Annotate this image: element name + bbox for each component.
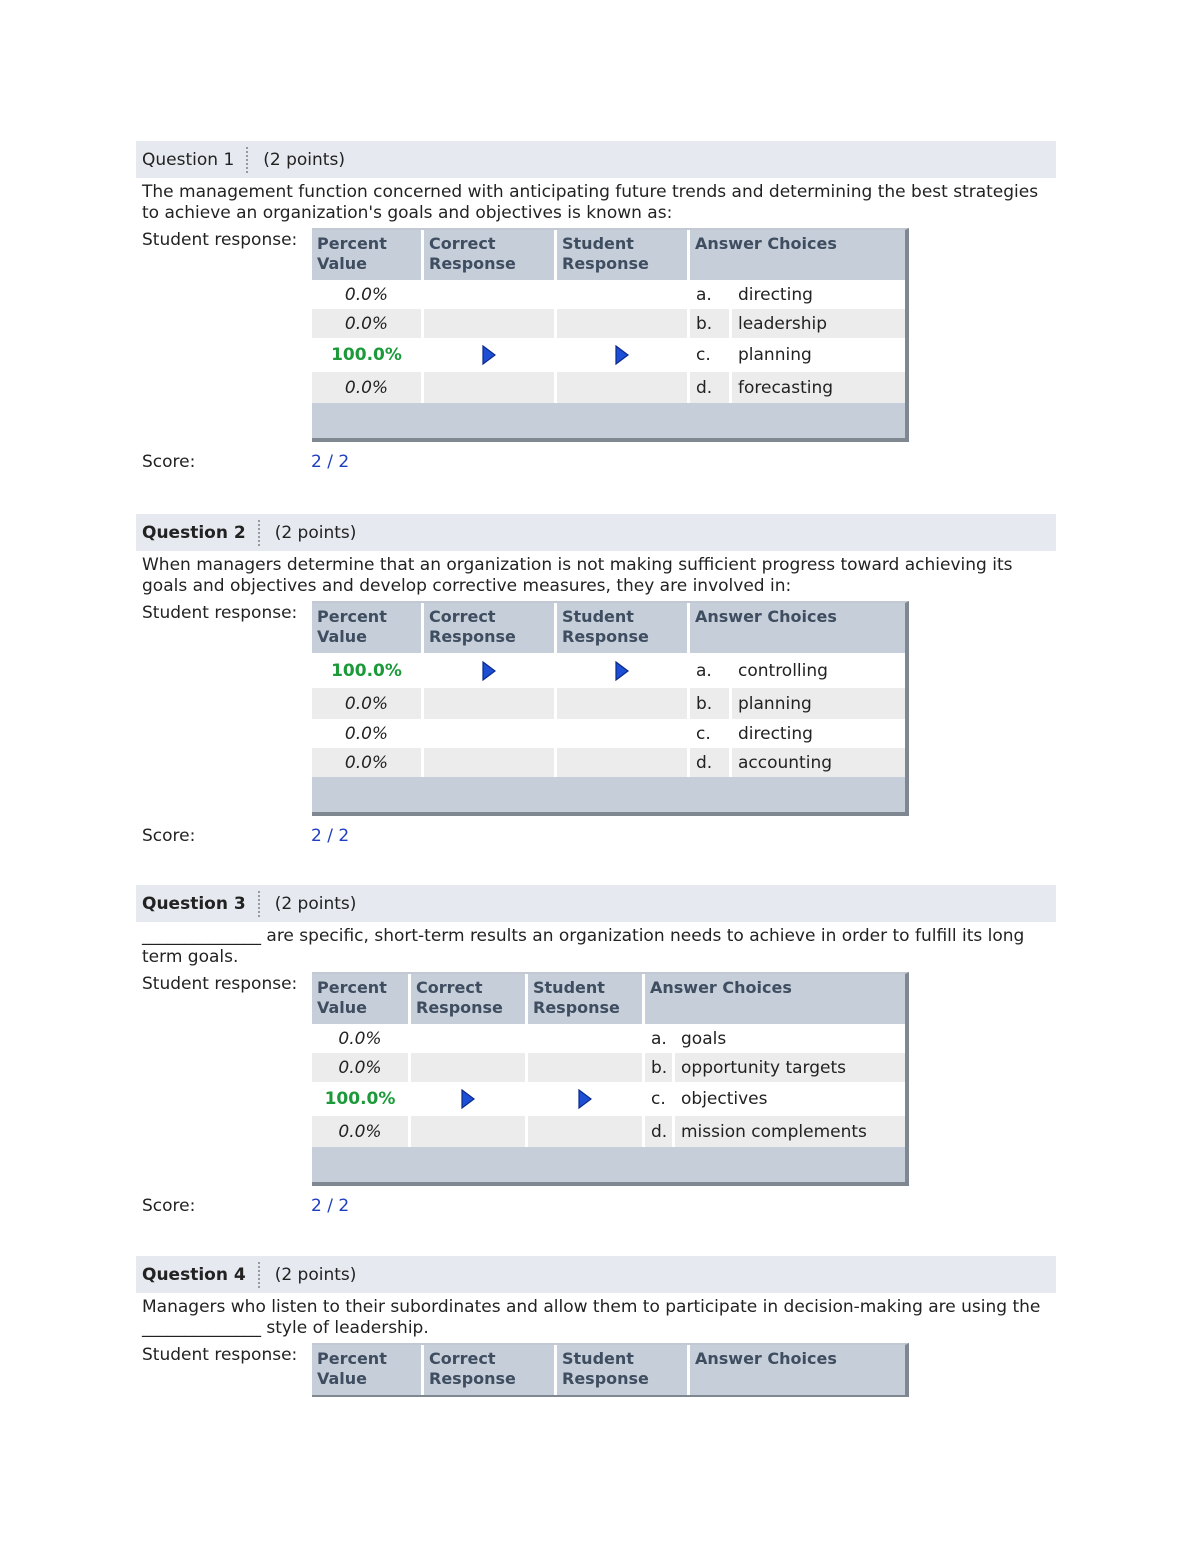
question-header — [136, 885, 1056, 922]
header-answer-choices: Answer Choices — [645, 974, 905, 1024]
score-row — [136, 826, 1056, 850]
answer-table — [312, 228, 909, 442]
percent-value: 0.0% — [312, 1024, 411, 1053]
choice-text: mission complements — [681, 1121, 867, 1142]
choice-letter: d. — [690, 748, 732, 777]
correct-response-cell — [411, 1053, 528, 1082]
correct-response-cell — [424, 719, 557, 748]
score-label: Score: — [142, 1196, 196, 1216]
answer-choice — [690, 719, 905, 748]
choice-letter: a. — [645, 1024, 675, 1053]
percent-value: 0.0% — [312, 280, 424, 309]
table-row — [312, 1053, 905, 1082]
student-response-cell — [528, 1082, 645, 1116]
table-row — [312, 309, 905, 338]
choice-letter: d. — [645, 1116, 675, 1147]
percent-value: 0.0% — [312, 309, 424, 338]
choice-text: goals — [681, 1028, 727, 1049]
table-header — [312, 1345, 905, 1395]
correct-response-cell — [411, 1116, 528, 1147]
percent-value: 0.0% — [312, 748, 424, 777]
score-value: 2 / 2 — [311, 826, 350, 846]
correct-arrow-icon — [461, 1089, 475, 1109]
choice-text: planning — [738, 345, 812, 365]
answer-choice — [690, 372, 905, 403]
student-response-label: Student response: — [142, 1345, 298, 1365]
student-response-cell — [557, 688, 690, 719]
student-response-section — [136, 228, 1056, 442]
header-correct-response: Correct Response — [424, 230, 557, 280]
percent-value: 0.0% — [312, 372, 424, 403]
table-row — [312, 688, 905, 719]
question-text: ______________ are specific, short-term results an organization needs to achieve in order to fulfill its long term goals. — [142, 926, 1025, 967]
question-1 — [136, 141, 1056, 476]
student-response-cell — [528, 1024, 645, 1053]
answer-choice — [690, 280, 905, 309]
table-row — [312, 372, 905, 403]
header-student-response: Student Response — [557, 603, 690, 653]
student-response-label: Student response: — [142, 974, 298, 994]
correct-arrow-icon — [482, 661, 496, 681]
choice-text: leadership — [738, 313, 827, 334]
percent-value: 0.0% — [312, 1116, 411, 1147]
correct-response-cell — [411, 1082, 528, 1116]
answer-choice — [645, 1116, 905, 1147]
student-arrow-icon — [578, 1089, 592, 1109]
correct-response-cell — [424, 653, 557, 688]
choice-text: opportunity targets — [681, 1057, 846, 1078]
correct-response-cell — [424, 280, 557, 309]
score-row — [136, 452, 1056, 476]
student-response-label: Student response: — [142, 603, 298, 623]
table-row — [312, 338, 905, 372]
table-header — [312, 974, 905, 1024]
correct-response-cell — [424, 338, 557, 372]
question-header — [136, 514, 1056, 551]
correct-response-cell — [424, 309, 557, 338]
table-row — [312, 748, 905, 777]
question-text: The management function concerned with anticipating future trends and determining the best strategies to achieve an organization's goals and objectives is known as: — [142, 182, 1039, 223]
header-student-response: Student Response — [557, 230, 690, 280]
answer-choice — [690, 309, 905, 338]
table-footer — [312, 1147, 905, 1182]
percent-value: 100.0% — [312, 653, 424, 688]
table-footer — [312, 403, 905, 438]
correct-response-cell — [424, 372, 557, 403]
header-correct-response: Correct Response — [424, 1345, 557, 1395]
choice-letter: c. — [690, 338, 732, 372]
student-response-label: Student response: — [142, 230, 298, 250]
student-response-cell — [557, 719, 690, 748]
student-response-cell — [557, 372, 690, 403]
choice-letter: b. — [645, 1053, 675, 1082]
answer-choice — [645, 1082, 905, 1116]
table-row — [312, 1082, 905, 1116]
question-title: Question 4 — [142, 1264, 246, 1285]
choice-text: planning — [738, 693, 812, 714]
header-percent-value: Percent Value — [312, 974, 411, 1024]
answer-choice — [690, 653, 905, 688]
question-text: When managers determine that an organization is not making sufficient progress toward achieving its goals and objectives and develop corrective measures, they are involved in: — [142, 555, 1013, 596]
choice-letter: c. — [690, 719, 732, 748]
question-points: (2 points) — [263, 149, 345, 170]
header-percent-value: Percent Value — [312, 230, 424, 280]
percent-value: 100.0% — [312, 338, 424, 372]
question-header — [136, 141, 1056, 178]
header-divider — [258, 520, 260, 546]
score-label: Score: — [142, 826, 196, 846]
header-student-response: Student Response — [557, 1345, 690, 1395]
choice-letter: b. — [690, 309, 732, 338]
student-response-cell — [557, 653, 690, 688]
question-text: Managers who listen to their subordinates and allow them to participate in decision-making are using the ______________ style of leadership. — [142, 1297, 1041, 1338]
percent-value: 0.0% — [312, 1053, 411, 1082]
student-response-section — [136, 972, 1056, 1186]
header-answer-choices: Answer Choices — [690, 1345, 905, 1395]
correct-response-cell — [424, 688, 557, 719]
header-percent-value: Percent Value — [312, 603, 424, 653]
answer-table — [312, 1343, 909, 1397]
table-row — [312, 280, 905, 309]
student-response-cell — [557, 338, 690, 372]
choice-text: objectives — [681, 1089, 768, 1109]
student-response-cell — [528, 1053, 645, 1082]
table-header — [312, 603, 905, 653]
answer-choice — [645, 1053, 905, 1082]
percent-value: 0.0% — [312, 719, 424, 748]
answer-choice — [690, 748, 905, 777]
header-student-response: Student Response — [528, 974, 645, 1024]
choice-text: accounting — [738, 752, 833, 773]
percent-value: 0.0% — [312, 688, 424, 719]
question-header — [136, 1256, 1056, 1293]
student-response-section — [136, 1343, 1056, 1397]
question-4 — [136, 1256, 1056, 1397]
student-response-section — [136, 601, 1056, 816]
score-row — [136, 1196, 1056, 1220]
score-value: 2 / 2 — [311, 452, 350, 472]
header-divider — [246, 147, 248, 173]
header-correct-response: Correct Response — [424, 603, 557, 653]
score-value: 2 / 2 — [311, 1196, 350, 1216]
header-divider — [258, 1262, 260, 1288]
table-row — [312, 1024, 905, 1053]
table-footer — [312, 777, 905, 812]
question-title: Question 2 — [142, 522, 246, 543]
answer-choice — [690, 688, 905, 719]
answer-choice — [645, 1024, 905, 1053]
question-points: (2 points) — [274, 893, 357, 914]
percent-value: 100.0% — [312, 1082, 411, 1116]
choice-letter: b. — [690, 688, 732, 719]
header-correct-response: Correct Response — [411, 974, 528, 1024]
choice-text: forecasting — [738, 377, 834, 398]
answer-choice — [690, 338, 905, 372]
table-header — [312, 230, 905, 280]
student-response-cell — [528, 1116, 645, 1147]
student-response-cell — [557, 280, 690, 309]
question-3 — [136, 885, 1056, 1220]
correct-arrow-icon — [482, 345, 496, 365]
header-answer-choices: Answer Choices — [690, 603, 905, 653]
choice-text: directing — [738, 284, 813, 305]
student-arrow-icon — [615, 661, 629, 681]
answer-table — [312, 601, 909, 816]
choice-letter: a. — [690, 280, 732, 309]
question-title: Question 1 — [142, 149, 235, 170]
table-row — [312, 719, 905, 748]
choice-letter: c. — [645, 1082, 675, 1116]
student-response-cell — [557, 748, 690, 777]
choice-text: directing — [738, 723, 813, 744]
correct-response-cell — [424, 748, 557, 777]
choice-letter: a. — [690, 653, 732, 688]
question-2 — [136, 514, 1056, 850]
table-row — [312, 653, 905, 688]
header-divider — [258, 891, 260, 917]
choice-letter: d. — [690, 372, 732, 403]
score-label: Score: — [142, 452, 196, 472]
header-percent-value: Percent Value — [312, 1345, 424, 1395]
answer-table — [312, 972, 909, 1186]
header-answer-choices: Answer Choices — [690, 230, 905, 280]
question-title: Question 3 — [142, 893, 246, 914]
choice-text: controlling — [738, 660, 828, 681]
student-response-cell — [557, 309, 690, 338]
question-points: (2 points) — [274, 522, 357, 543]
question-points: (2 points) — [274, 1264, 357, 1285]
table-row — [312, 1116, 905, 1147]
correct-response-cell — [411, 1024, 528, 1053]
student-arrow-icon — [615, 345, 629, 365]
